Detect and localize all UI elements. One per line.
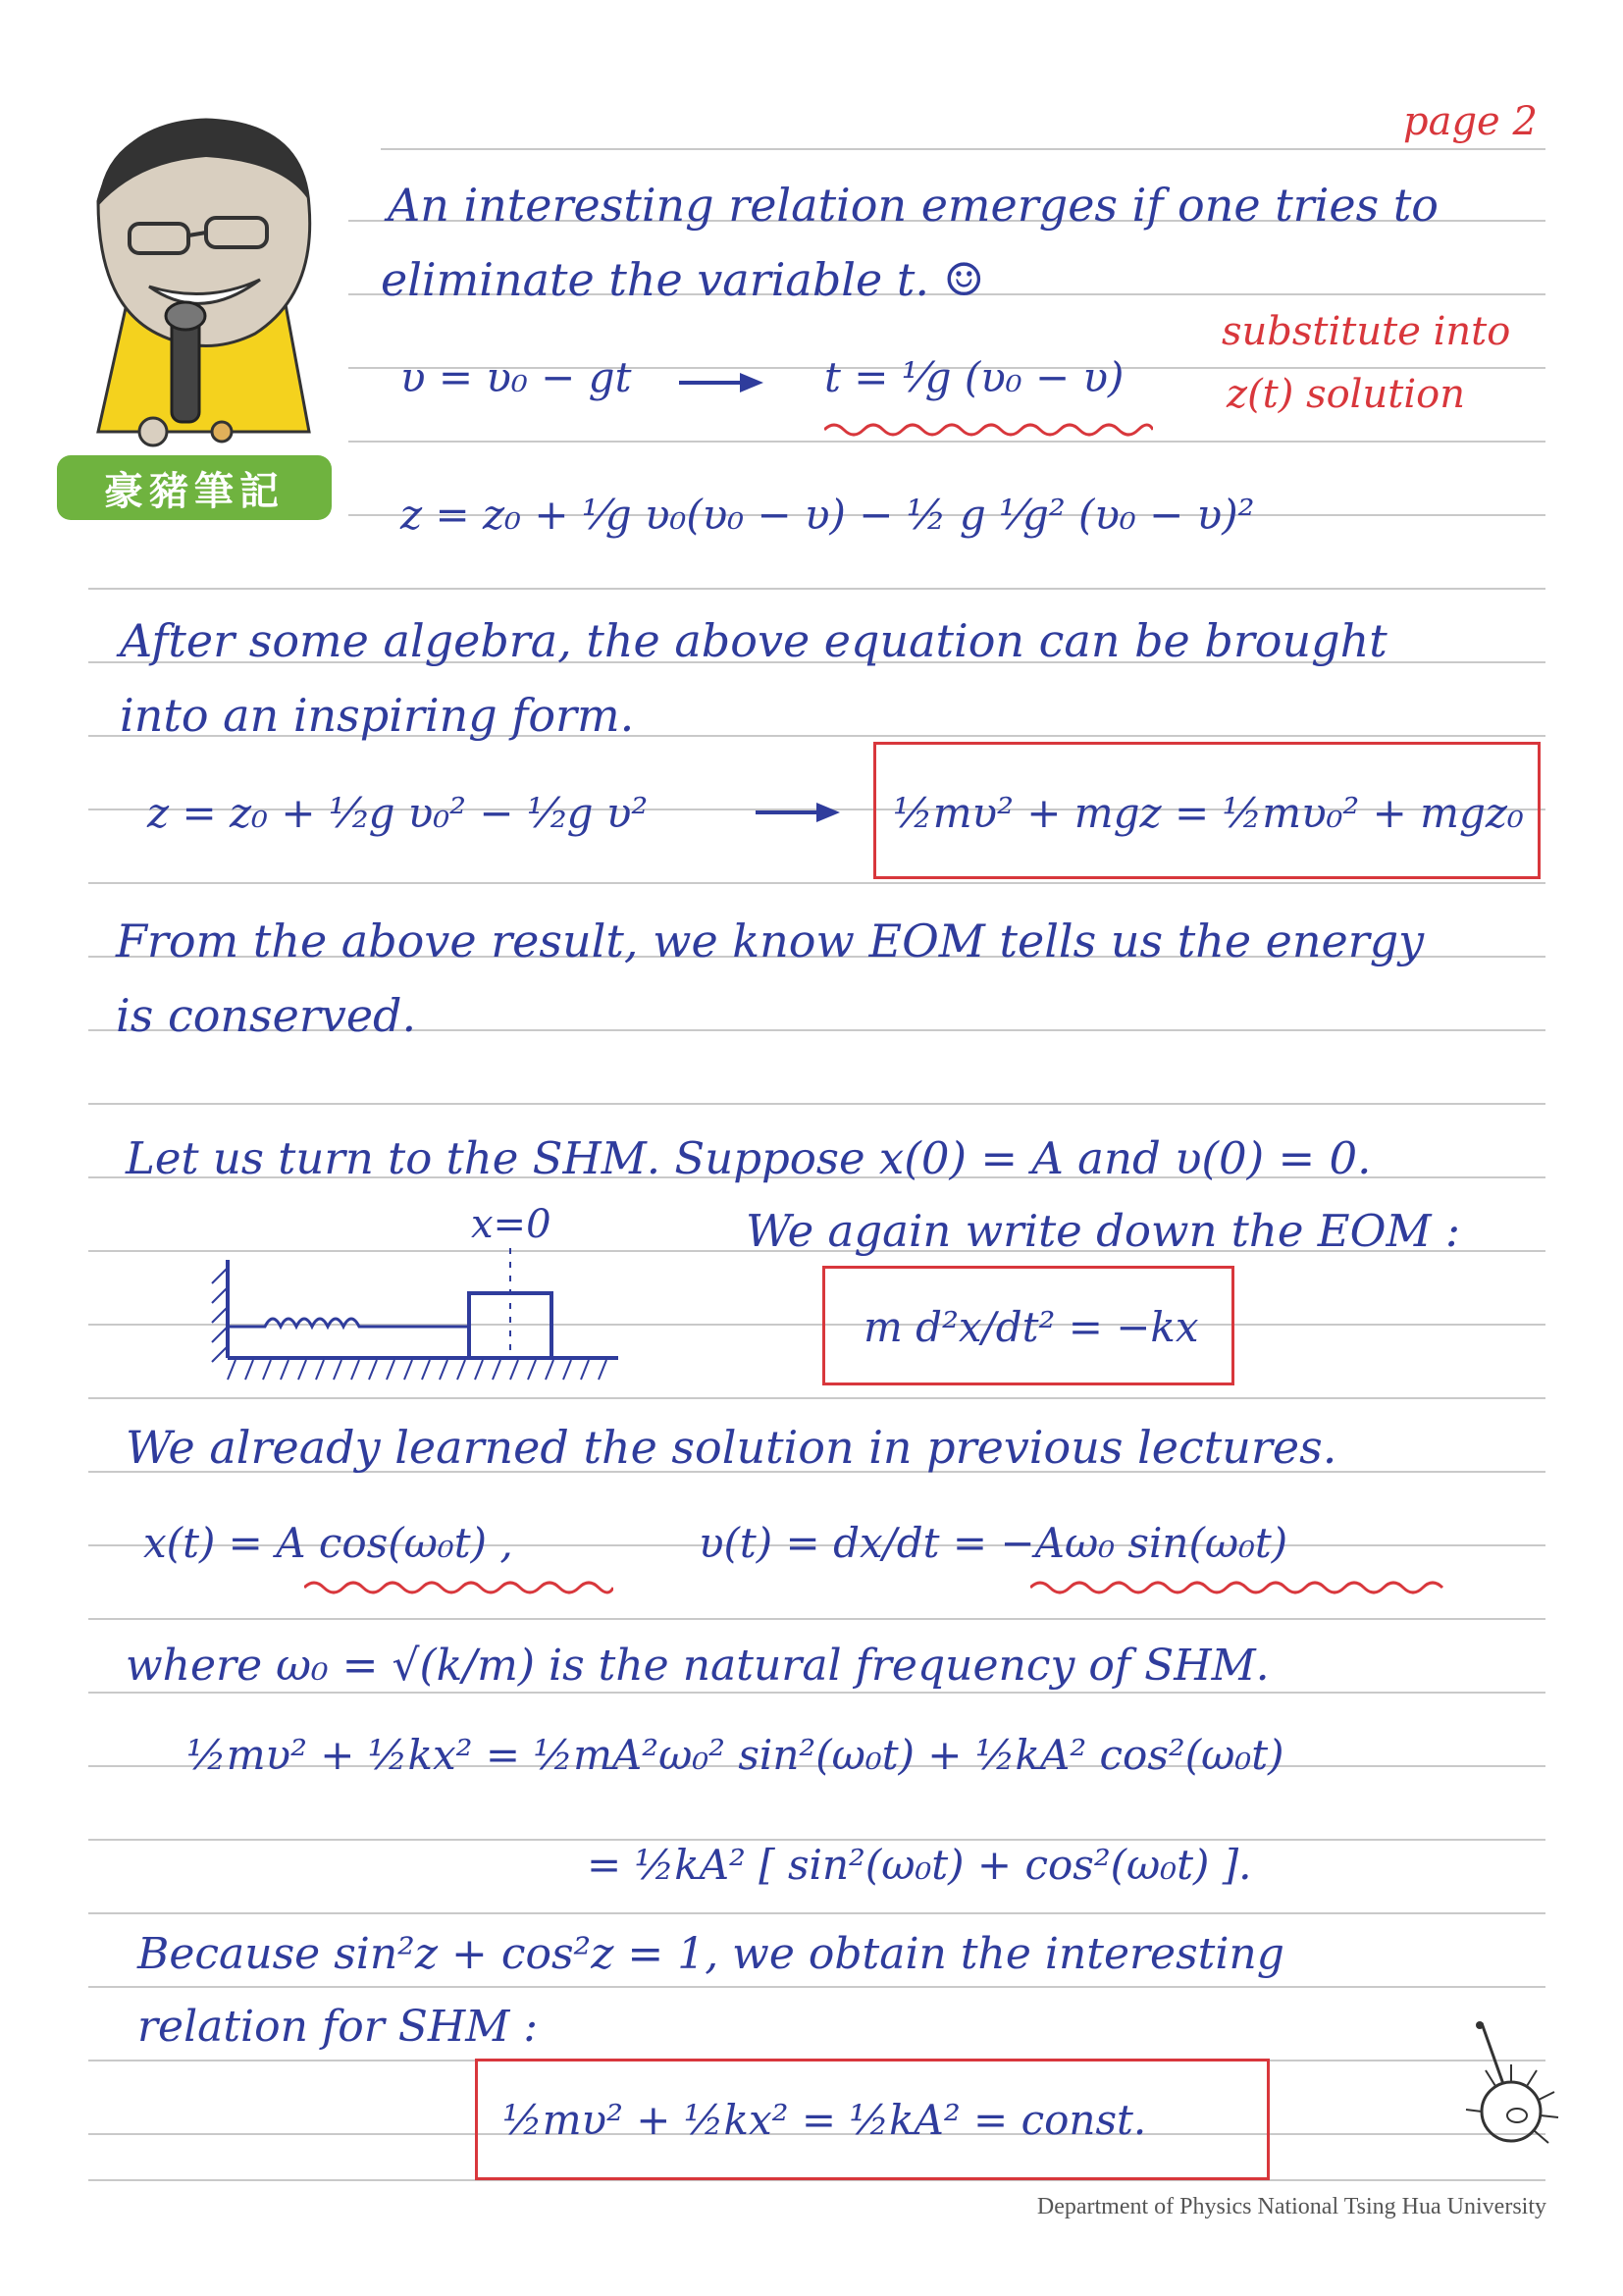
eom-intro: We again write down the EOM :	[746, 1205, 1461, 1257]
algebra-line-2: into an inspiring form.	[120, 689, 635, 742]
shm-intro: Let us turn to the SHM. Suppose x(0) = A and υ(0) = 0.	[126, 1132, 1372, 1184]
spring-mass-diagram	[206, 1248, 628, 1385]
arrow-icon	[679, 365, 767, 400]
equation-final-relation: ½mυ² + ½kx² = ½kA² = const.	[502, 2096, 1147, 2144]
equation-velocity-t: υ(t) = dx/dt = −Aω₀ sin(ω₀t)	[699, 1519, 1288, 1567]
page-label: page 2	[1403, 99, 1538, 144]
red-underline-squiggle	[824, 420, 1153, 442]
equation-z-form: z = z₀ + ¹⁄₂g υ₀² − ¹⁄₂g υ²	[147, 789, 649, 837]
learned-line: We already learned the solution in previous lectures.	[126, 1421, 1337, 1474]
result-line-1: From the above result, we know EOM tells us the energy	[116, 914, 1425, 967]
notes-badge: 豪豬筆記	[57, 455, 332, 520]
red-underline-squiggle	[1030, 1578, 1447, 1599]
result-line-2: is conserved.	[116, 989, 417, 1042]
equation-position: x(t) = A cos(ω₀t) ,	[143, 1519, 513, 1567]
equation-velocity: υ = υ₀ − gt	[400, 353, 632, 401]
equation-shm-energy-1: ½mυ² + ½kx² = ½mA²ω₀² sin²(ω₀t) + ½kA² cos²(ω₀t)	[186, 1731, 1284, 1779]
footer-department: Department of Physics National Tsing Hua University	[1036, 2194, 1546, 2219]
intro-line-1: An interesting relation emerges if one tries to	[388, 179, 1440, 232]
equation-z-substituted: z = z₀ + ¹⁄g υ₀(υ₀ − υ) − ½ g ¹⁄g² (υ₀ − υ)²	[400, 491, 1255, 539]
equation-eom: m d²x/dt² = −kx	[864, 1303, 1199, 1351]
intro-line-2: eliminate the variable t. ☺	[381, 253, 984, 306]
because-line-1: Because sin²z + cos²z = 1, we obtain the interesting	[137, 1929, 1284, 1979]
substitute-note-line-2: z(t) solution	[1227, 372, 1465, 417]
equation-energy-conservation: ½mυ² + mgz = ½mυ₀² + mgz₀	[893, 789, 1524, 837]
equation-time: t = ¹⁄g (υ₀ − υ)	[824, 353, 1125, 401]
algebra-line-1: After some algebra, the above equation can be brought	[120, 614, 1387, 667]
arrow-icon	[756, 795, 844, 830]
equation-shm-energy-2: = ½kA² [ sin²(ω₀t) + cos²(ω₀t) ].	[587, 1841, 1252, 1889]
because-line-2: relation for SHM :	[137, 2002, 539, 2052]
mascot-illustration	[59, 108, 343, 461]
red-underline-squiggle	[304, 1578, 613, 1599]
where-line: where ω₀ = √(k/m) is the natural frequency of SHM.	[126, 1641, 1270, 1691]
substitute-note-line-1: substitute into	[1222, 309, 1511, 354]
x-zero-label: x=0	[471, 1202, 551, 1247]
porcupine-doodle	[1452, 2021, 1560, 2159]
